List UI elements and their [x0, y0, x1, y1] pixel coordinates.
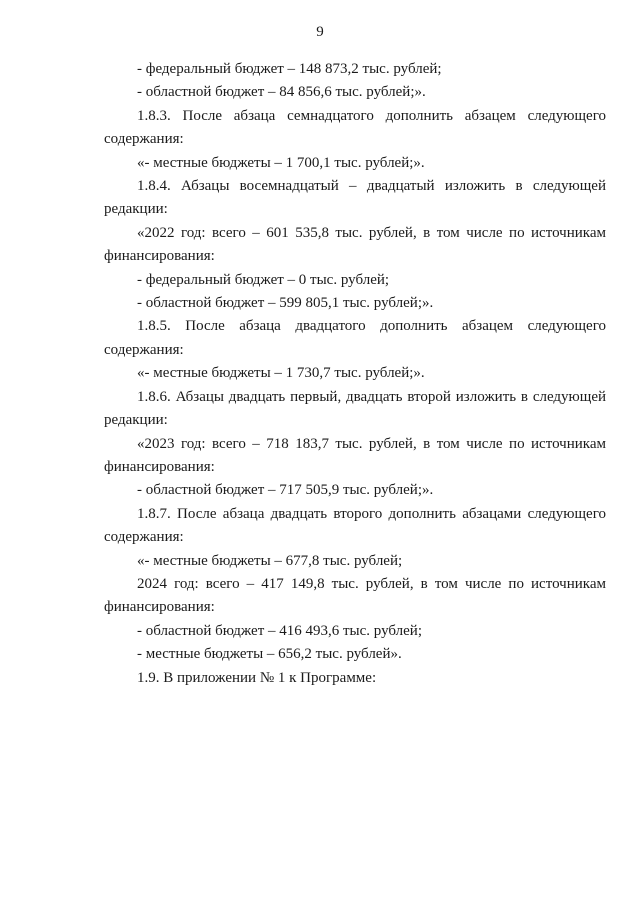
paragraph-clause-1-8-6: 1.8.6. Абзацы двадцать первый, двадцать второй изложить в следующей редакции:	[104, 388, 606, 429]
paragraph-local-budgets-2022: «- местные бюджеты – 1 730,7 тыс. рублей;».	[137, 365, 425, 382]
paragraph-regional-budget-2023: - областной бюджет – 717 505,9 тыс. рублей;».	[137, 482, 434, 499]
paragraph-year-2023: «2023 год: всего – 718 183,7 тыс. рублей, в том числе по источникам финансирования:	[104, 435, 606, 475]
paragraph-regional-budget-2022: - областной бюджет – 599 805,1 тыс. рублей;».	[137, 295, 434, 312]
paragraph-local-budgets-2024: - местные бюджеты – 656,2 тыс. рублей».	[137, 646, 402, 663]
paragraph-clause-1-8-7: 1.8.7. После абзаца двадцать второго дополнить абзацами следующего содержания:	[104, 505, 606, 546]
paragraph-local-budgets-2023: «- местные бюджеты – 677,8 тыс. рублей;	[137, 552, 403, 569]
paragraph-clause-1-8-3: 1.8.3. После абзаца семнадцатого дополнить абзацем следующего содержания:	[104, 107, 606, 148]
page-number: 9	[316, 24, 324, 40]
paragraph-clause-1-8-5: 1.8.5. После абзаца двадцатого дополнить абзацем следующего содержания:	[104, 318, 606, 358]
paragraph-federal-budget-1: - федеральный бюджет – 148 873,2 тыс. рублей;	[137, 61, 442, 77]
paragraph-year-2024: 2024 год: всего – 417 149,8 тыс. рублей, в том числе по источникам финансирования:	[104, 575, 606, 616]
paragraph-regional-budget-1: - областной бюджет – 84 856,6 тыс. рублей;».	[137, 84, 426, 101]
paragraph-federal-budget-2022: - федеральный бюджет – 0 тыс. рублей;	[137, 271, 390, 288]
paragraph-year-2022: «2022 год: всего – 601 535,8 тыс. рублей, в том числе по источникам финансирования:	[104, 224, 606, 265]
paragraph-local-budgets-1: «- местные бюджеты – 1 700,1 тыс. рублей;».	[137, 154, 425, 171]
paragraph-clause-1-9: 1.9. В приложении № 1 к Программе:	[137, 669, 377, 686]
paragraph-clause-1-8-4: 1.8.4. Абзацы восемнадцатый – двадцатый изложить в следующей редакции:	[104, 178, 606, 218]
document-body	[104, 58, 606, 690]
paragraph-regional-budget-2024: - областной бюджет – 416 493,6 тыс. рублей;	[137, 622, 422, 639]
